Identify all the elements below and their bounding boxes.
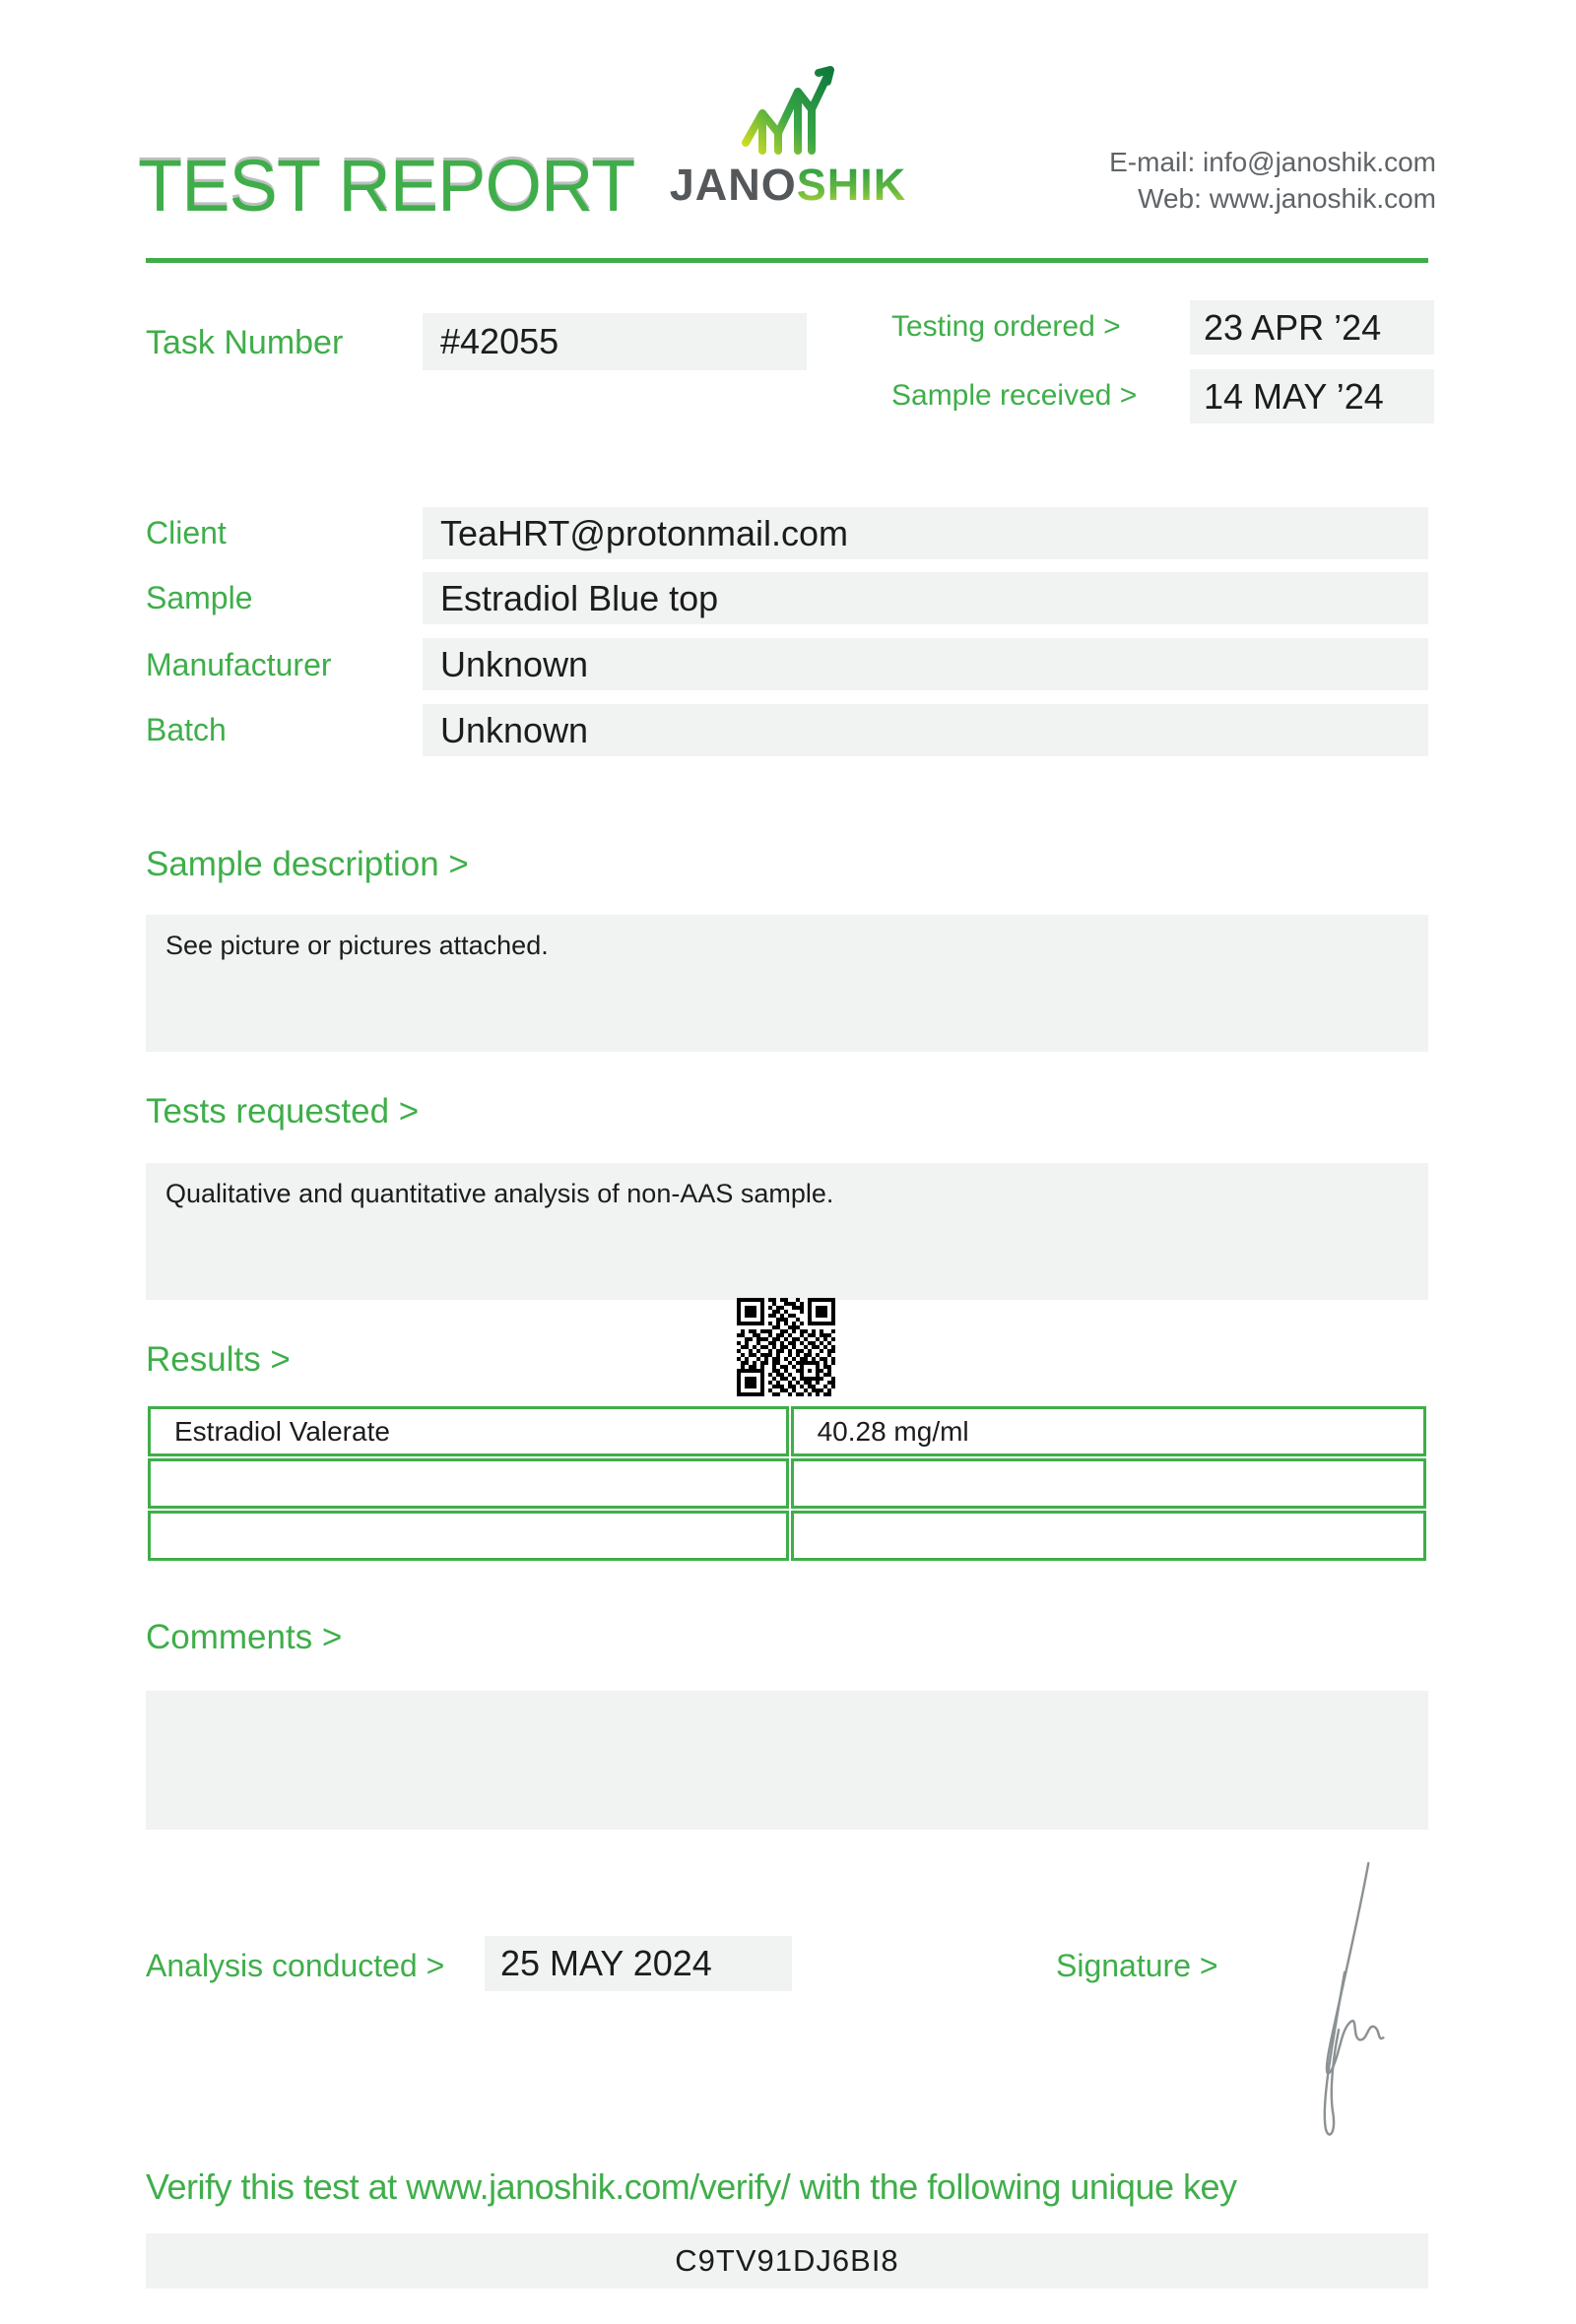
logo-chart-icon: [739, 63, 837, 156]
sample-value: Estradiol Blue top: [423, 572, 1428, 624]
contact-info: [1109, 144, 1436, 217]
sample-received-label: Sample received >: [891, 379, 1138, 412]
result-analyte: [148, 1511, 789, 1561]
task-number-label: Task Number: [146, 324, 344, 361]
testing-ordered-label: Testing ordered >: [891, 310, 1121, 343]
result-analyte: [148, 1458, 789, 1509]
batch-label: Batch: [146, 712, 227, 747]
contact-email: E-mail: info@janoshik.com: [1109, 147, 1436, 177]
sample-received-value: 14 MAY ’24: [1190, 369, 1434, 423]
contact-web: Web: www.janoshik.com: [1138, 183, 1436, 214]
brand-name: [666, 160, 910, 211]
analysis-conducted-value: 25 MAY 2024: [485, 1936, 792, 1991]
unique-key: C9TV91DJ6BI8: [146, 2233, 1428, 2289]
sample-description-box: See picture or pictures attached.: [146, 915, 1428, 1052]
verify-instruction: Verify this test at www.janoshik.com/verify/ with the following unique key: [146, 2166, 1237, 2207]
manufacturer-label: Manufacturer: [146, 647, 332, 682]
brand-name-gray: JANO: [669, 160, 797, 210]
batch-value: Unknown: [423, 704, 1428, 756]
sample-description-heading: Sample description >: [146, 845, 469, 883]
brand-logo: [666, 63, 910, 211]
results-table: [146, 1404, 1428, 1563]
results-heading: Results >: [146, 1340, 291, 1379]
table-row: [148, 1458, 1426, 1509]
result-value: [791, 1458, 1426, 1509]
tests-requested-box: Qualitative and quantitative analysis of non-AAS sample.: [146, 1163, 1428, 1300]
qr-code: [737, 1298, 835, 1396]
brand-name-green: SHIK: [796, 160, 907, 210]
comments-heading: Comments >: [146, 1618, 343, 1656]
task-number-value: #42055: [423, 313, 807, 370]
header-rule: [146, 258, 1428, 263]
signature-image: [1279, 1855, 1387, 2141]
client-value: TeaHRT@protonmail.com: [423, 507, 1428, 559]
client-label: Client: [146, 515, 227, 550]
signature-label: Signature >: [1056, 1948, 1218, 1983]
report-title: TEST REPORT: [138, 145, 635, 226]
testing-ordered-value: 23 APR ’24: [1190, 300, 1434, 355]
sample-label: Sample: [146, 580, 253, 615]
result-value: 40.28 mg/ml: [791, 1406, 1426, 1456]
table-row: [148, 1511, 1426, 1561]
analysis-conducted-label: Analysis conducted >: [146, 1948, 445, 1983]
manufacturer-value: Unknown: [423, 638, 1428, 690]
comments-box: [146, 1691, 1428, 1830]
result-value: [791, 1511, 1426, 1561]
result-analyte: Estradiol Valerate: [148, 1406, 789, 1456]
tests-requested-heading: Tests requested >: [146, 1092, 420, 1130]
table-row: [148, 1406, 1426, 1456]
